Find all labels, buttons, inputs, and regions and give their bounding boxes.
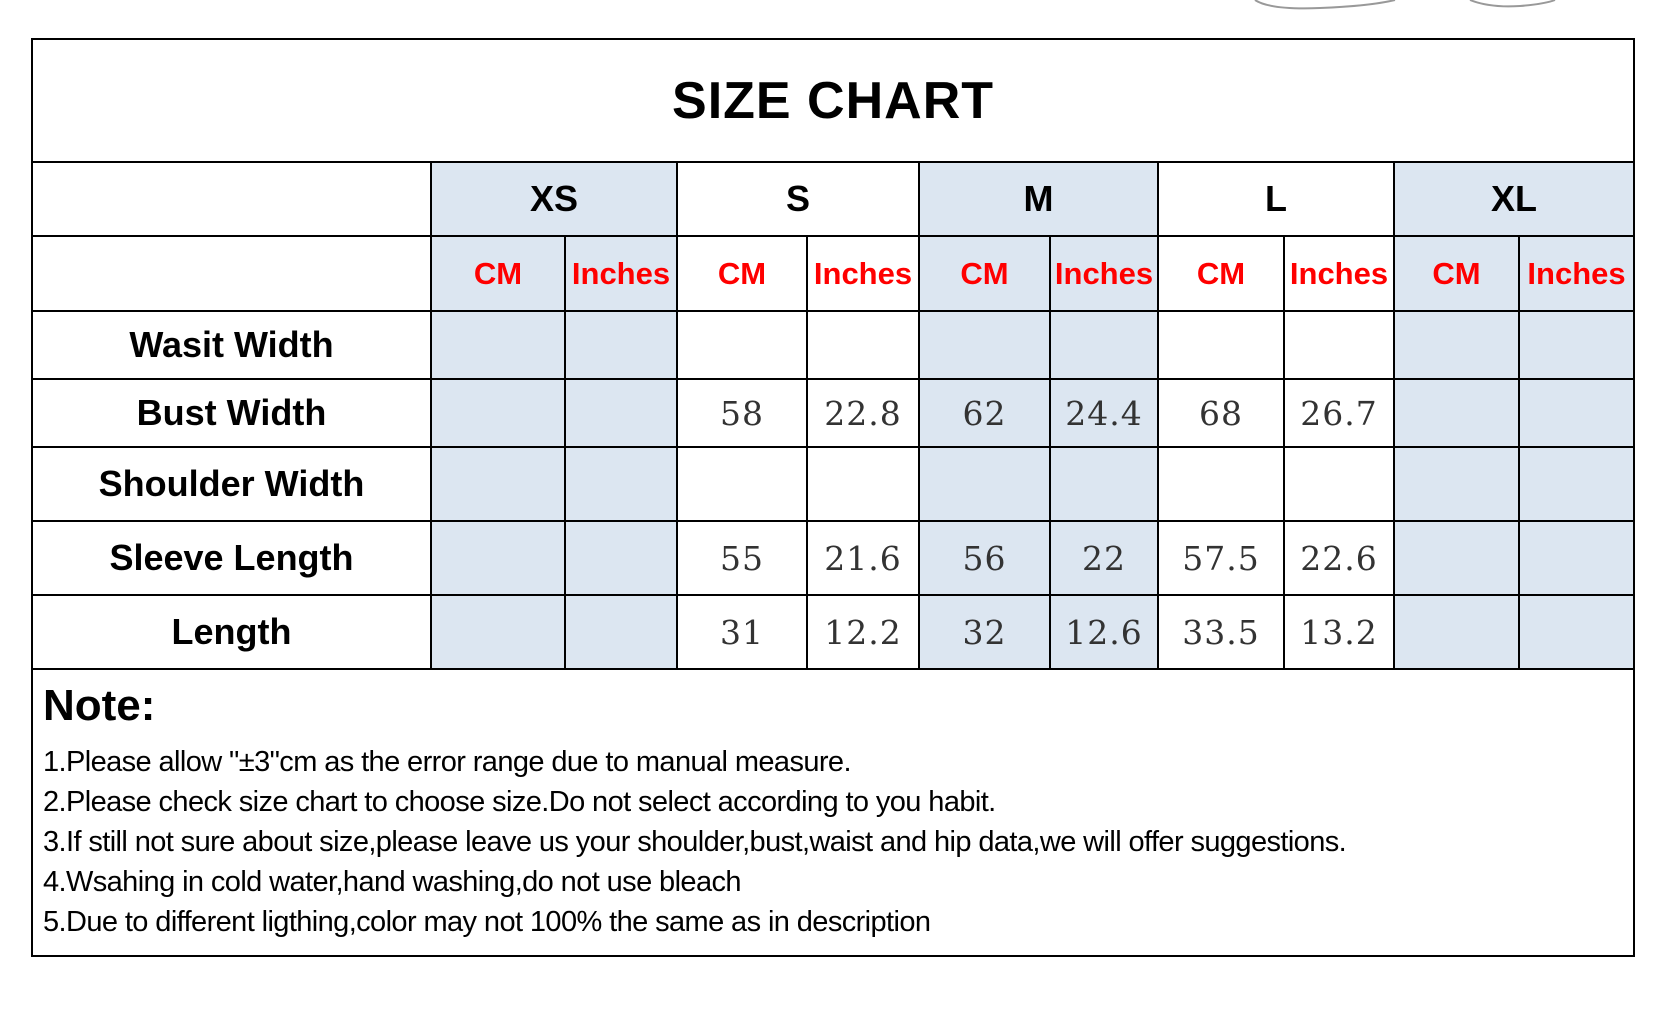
value-cell	[1519, 521, 1633, 595]
note-line: 4.Wsahing in cold water,hand washing,do not use bleach	[43, 866, 741, 898]
unit-header: Inches	[807, 236, 919, 311]
row-label: Shoulder Width	[33, 447, 431, 521]
value-cell	[1394, 595, 1519, 669]
table-row-shoulder-width	[33, 447, 1633, 521]
note-line: 3.If still not sure about size,please leave us your shoulder,bust,waist and hip data,we will offer suggestions.	[43, 826, 1347, 858]
value-cell	[1519, 311, 1633, 379]
note-line: 1.Please allow "±3"cm as the error range due to manual measure.	[43, 746, 851, 778]
notes-title: Note:	[43, 681, 156, 730]
size-header-l: L	[1158, 162, 1394, 236]
title-row	[33, 40, 1633, 162]
size-header-xl: XL	[1394, 162, 1633, 236]
value-cell	[1050, 447, 1158, 521]
chart-title: SIZE CHART	[33, 40, 1633, 162]
value-cell	[431, 595, 565, 669]
value-cell	[807, 447, 919, 521]
value-cell	[565, 521, 677, 595]
value-cell	[1519, 595, 1633, 669]
value-cell: 31	[677, 595, 807, 669]
value-cell	[1394, 311, 1519, 379]
value-cell	[1284, 311, 1394, 379]
value-cell: 12.6	[1050, 595, 1158, 669]
value-cell	[1519, 379, 1633, 447]
measurement-rows	[33, 311, 1633, 669]
value-cell	[565, 447, 677, 521]
value-cell	[565, 595, 677, 669]
unit-header: Inches	[565, 236, 677, 311]
value-cell	[431, 521, 565, 595]
value-cell: 21.6	[807, 521, 919, 595]
value-cell: 32	[919, 595, 1050, 669]
note-line: 2.Please check size chart to choose size.Do not select according to you habit.	[43, 786, 996, 818]
value-cell: 55	[677, 521, 807, 595]
value-cell: 22.8	[807, 379, 919, 447]
unit-header: Inches	[1519, 236, 1633, 311]
table-row-wasit-width	[33, 311, 1633, 379]
value-cell: 57.5	[1158, 521, 1284, 595]
value-cell: 68	[1158, 379, 1284, 447]
value-cell: 33.5	[1158, 595, 1284, 669]
value-cell: 58	[677, 379, 807, 447]
value-cell	[565, 379, 677, 447]
value-cell	[1050, 311, 1158, 379]
unit-header: CM	[677, 236, 807, 311]
table-row-bust-width	[33, 379, 1633, 447]
value-cell	[677, 311, 807, 379]
size-header-s: S	[677, 162, 919, 236]
value-cell	[1284, 447, 1394, 521]
value-cell	[1158, 311, 1284, 379]
size-header-m: M	[919, 162, 1158, 236]
value-cell	[1394, 379, 1519, 447]
value-cell	[431, 447, 565, 521]
row-label: Wasit Width	[33, 311, 431, 379]
value-cell	[677, 447, 807, 521]
size-chart-table	[33, 40, 1633, 670]
table-row-length	[33, 595, 1633, 669]
row-label: Bust Width	[33, 379, 431, 447]
value-cell: 13.2	[1284, 595, 1394, 669]
corner-cell	[33, 162, 431, 236]
value-cell	[919, 311, 1050, 379]
value-cell	[1158, 447, 1284, 521]
sketch-outline-graphic	[0, 0, 1666, 40]
table-row-sleeve-length	[33, 521, 1633, 595]
corner-cell	[33, 236, 431, 311]
value-cell	[807, 311, 919, 379]
value-cell	[919, 447, 1050, 521]
value-cell	[431, 379, 565, 447]
value-cell: 24.4	[1050, 379, 1158, 447]
unit-header: CM	[1394, 236, 1519, 311]
value-cell	[1519, 447, 1633, 521]
value-cell: 12.2	[807, 595, 919, 669]
unit-header-row	[33, 236, 1633, 311]
value-cell: 26.7	[1284, 379, 1394, 447]
row-label: Length	[33, 595, 431, 669]
unit-header: CM	[431, 236, 565, 311]
size-chart	[31, 38, 1635, 957]
value-cell: 56	[919, 521, 1050, 595]
note-line: 5.Due to different ligthing,color may not 100% the same as in description	[43, 906, 931, 938]
value-cell: 22.6	[1284, 521, 1394, 595]
size-header-xs: XS	[431, 162, 677, 236]
value-cell: 62	[919, 379, 1050, 447]
unit-header: Inches	[1050, 236, 1158, 311]
value-cell	[1394, 447, 1519, 521]
notes-section	[43, 680, 1623, 942]
unit-header: CM	[1158, 236, 1284, 311]
unit-header: CM	[919, 236, 1050, 311]
value-cell	[1394, 521, 1519, 595]
value-cell	[565, 311, 677, 379]
size-header-row	[33, 162, 1633, 236]
value-cell: 22	[1050, 521, 1158, 595]
row-label: Sleeve Length	[33, 521, 431, 595]
value-cell	[431, 311, 565, 379]
unit-header: Inches	[1284, 236, 1394, 311]
